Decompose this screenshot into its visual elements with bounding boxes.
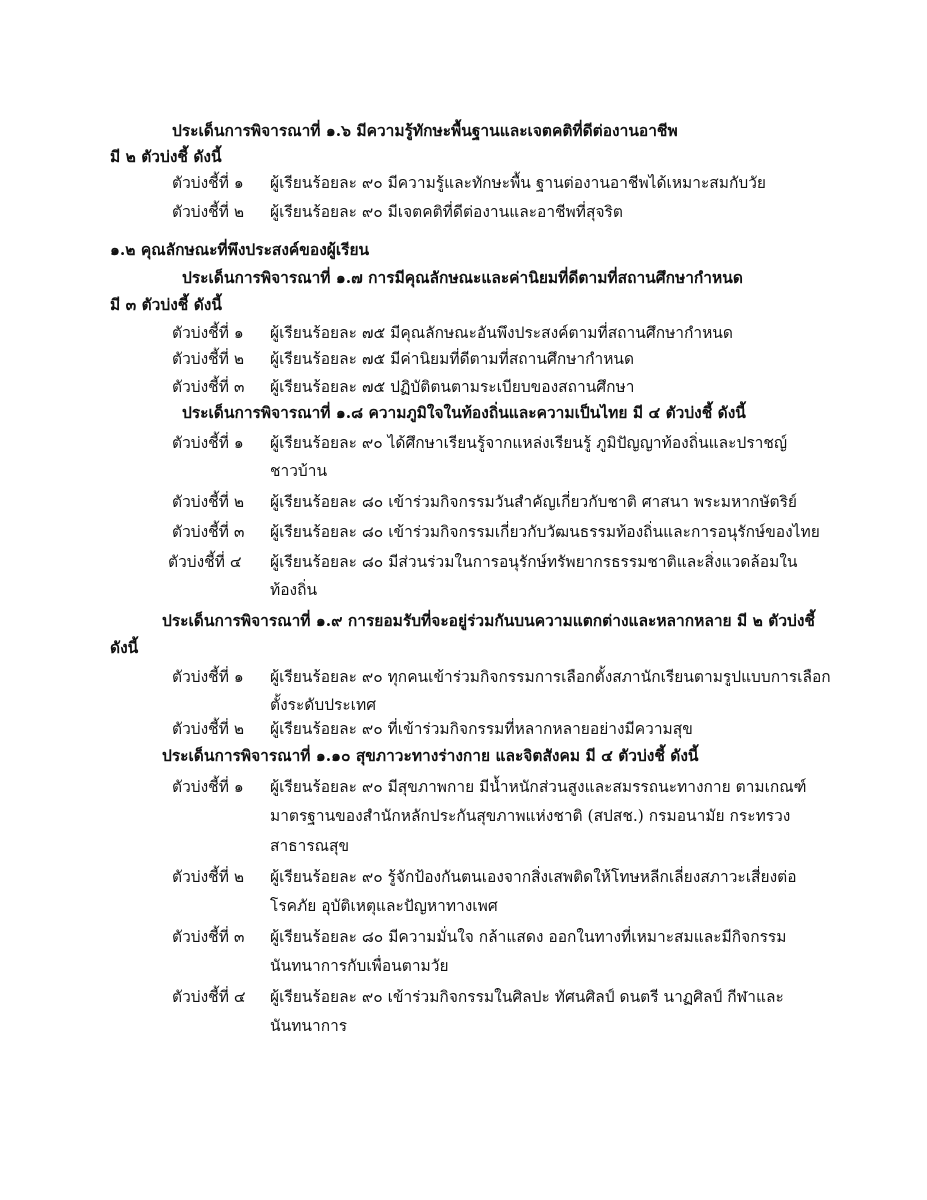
indicator-label: ตัวบ่งชี้ที่ ๒ bbox=[172, 203, 245, 221]
indicator-text: ผู้เรียนร้อยละ ๙๐ รู้จักป้องกันตนเองจากสิ่งเสพติดให้โทษหลีกเลี่ยงสภาวะเสี่ยงต่อ bbox=[270, 868, 797, 886]
heading-1-10: ประเด็นการพิจารณาที่ ๑.๑๐ สุขภาวะทางร่างกาย และจิตสังคม มี ๔ ตัวบ่งชี้ ดังนี้ bbox=[162, 746, 699, 765]
heading-1-7-count: มี ๓ ตัวบ่งชี้ ดังนี้ bbox=[110, 295, 222, 314]
indicator-text-continued: ท้องถิ่น bbox=[270, 581, 318, 599]
indicator-text: ผู้เรียนร้อยละ ๗๕ มีค่านิยมที่ดีตามที่สถานศึกษากำหนด bbox=[270, 350, 635, 368]
indicator-text: ผู้เรียนร้อยละ ๘๐ เข้าร่วมกิจกรรมวันสำคัญเกี่ยวกับชาติ ศาสนา พระมหากษัตริย์ bbox=[270, 493, 798, 511]
indicator-label: ตัวบ่งชี้ที่ ๒ bbox=[172, 720, 245, 738]
indicator-text: ผู้เรียนร้อยละ ๙๐ ที่เข้าร่วมกิจกรรมที่หลากหลายอย่างมีความสุข bbox=[270, 720, 693, 738]
indicator-label: ตัวบ่งชี้ที่ ๓ bbox=[172, 378, 245, 396]
heading-1-8: ประเด็นการพิจารณาที่ ๑.๘ ความภูมิใจในท้องถิ่นและความเป็นไทย มี ๔ ตัวบ่งชี้ ดังนี้ bbox=[182, 403, 746, 422]
indicator-text: ผู้เรียนร้อยละ ๙๐ ได้ศึกษาเรียนรู้จากแหล่งเรียนรู้ ภูมิปัญญาท้องถิ่นและปราชญ์ bbox=[270, 434, 788, 452]
indicator-text: ผู้เรียนร้อยละ ๙๐ มีเจตคติที่ดีต่องานและอาชีพที่สุจริต bbox=[270, 203, 623, 221]
indicator-text: ผู้เรียนร้อยละ ๗๕ มีคุณลักษณะอันพึงประสงค์ตามที่สถานศึกษากำหนด bbox=[270, 324, 733, 342]
indicator-text: ผู้เรียนร้อยละ ๙๐ มีสุขภาพกาย มีน้ำหนักส่วนสูงและสมรรถนะทางกาย ตามเกณฑ์ bbox=[270, 778, 807, 796]
indicator-label: ตัวบ่งชี้ที่ ๒ bbox=[172, 493, 245, 511]
section-1-2-title: ๑.๒ คุณลักษณะที่พึงประสงค์ของผู้เรียน bbox=[110, 240, 370, 259]
indicator-label: ตัวบ่งชี้ที่ ๒ bbox=[172, 868, 245, 886]
indicator-label: ตัวบ่งชี้ที่ ๑ bbox=[172, 324, 244, 342]
indicator-label: ตัวบ่งชี้ที่ ๑ bbox=[172, 778, 244, 796]
heading-1-7: ประเด็นการพิจารณาที่ ๑.๗ การมีคุณลักษณะและค่านิยมที่ดีตามที่สถานศึกษากำหนด bbox=[182, 268, 743, 287]
indicator-text-continued: โรคภัย อุบัติเหตุและปัญหาทางเพศ bbox=[270, 897, 498, 915]
indicator-text-continued: นันทนาการกับเพื่อนตามวัย bbox=[270, 957, 449, 975]
indicator-text-continued: มาตรฐานของสำนักหลักประกันสุขภาพแห่งชาติ (สปสช.) กรมอนามัย กระทรวง bbox=[270, 807, 791, 825]
indicator-label: ตัวบ่งชี้ที่ ๑ bbox=[172, 174, 244, 192]
indicator-label: ตัวบ่งชี้ที่ ๒ bbox=[172, 350, 245, 368]
indicator-text-continued: ตั้งระดับประเทศ bbox=[270, 696, 377, 714]
indicator-text: ผู้เรียนร้อยละ ๘๐ มีส่วนร่วมในการอนุรักษ์ทรัพยากรธรรมชาติและสิ่งแวดล้อมใน bbox=[270, 553, 798, 571]
indicator-text: ผู้เรียนร้อยละ ๘๐ เข้าร่วมกิจกรรมเกี่ยวกับวัฒนธรรมท้องถิ่นและการอนุรักษ์ของไทย bbox=[270, 523, 820, 541]
indicator-text-continued: สาธารณสุข bbox=[270, 837, 350, 855]
heading-1-6-count: มี ๒ ตัวบ่งชี้ ดังนี้ bbox=[110, 147, 222, 166]
indicator-label: ตัวบ่งชี้ที่ ๔ bbox=[172, 988, 246, 1006]
indicator-text: ผู้เรียนร้อยละ ๙๐ เข้าร่วมกิจกรรมในศิลปะ ทัศนศิลป์ ดนตรี นาฏศิลป์ กีฬาและ bbox=[270, 988, 784, 1006]
indicator-label: ตัวบ่งชี้ที่ ๓ bbox=[172, 928, 245, 946]
heading-1-6: ประเด็นการพิจารณาที่ ๑.๖ มีความรู้ทักษะพื้นฐานและเจตคติที่ดีต่องานอาชีพ bbox=[172, 121, 678, 140]
heading-1-9: ประเด็นการพิจารณาที่ ๑.๙ การยอมรับที่จะอยู่ร่วมกันบนความแตกต่างและหลากหลาย มี ๒ ตัวบ่งชี้ bbox=[162, 611, 815, 630]
indicator-text-continued: ชาวบ้าน bbox=[270, 462, 328, 480]
indicator-label: ตัวบ่งชี้ที่ ๔ bbox=[168, 553, 242, 571]
indicator-text: ผู้เรียนร้อยละ ๗๕ ปฏิบัติตนตามระเบียบของสถานศึกษา bbox=[270, 378, 635, 396]
indicator-label: ตัวบ่งชี้ที่ ๑ bbox=[172, 434, 244, 452]
indicator-label: ตัวบ่งชี้ที่ ๓ bbox=[172, 523, 245, 541]
indicator-text-continued: นันทนาการ bbox=[270, 1017, 348, 1035]
indicator-text: ผู้เรียนร้อยละ ๘๐ มีความมั่นใจ กล้าแสดง ออกในทางที่เหมาะสมและมีกิจกรรม bbox=[270, 928, 787, 946]
indicator-text: ผู้เรียนร้อยละ ๙๐ ทุกคนเข้าร่วมกิจกรรมการเลือกตั้งสภานักเรียนตามรูปแบบการเลือก bbox=[270, 668, 831, 686]
heading-1-9-continued: ดังนี้ bbox=[110, 638, 139, 657]
indicator-label: ตัวบ่งชี้ที่ ๑ bbox=[172, 668, 244, 686]
indicator-text: ผู้เรียนร้อยละ ๙๐ มีความรู้และทักษะพื้น ฐานต่องานอาชีพได้เหมาะสมกับวัย bbox=[270, 174, 766, 192]
